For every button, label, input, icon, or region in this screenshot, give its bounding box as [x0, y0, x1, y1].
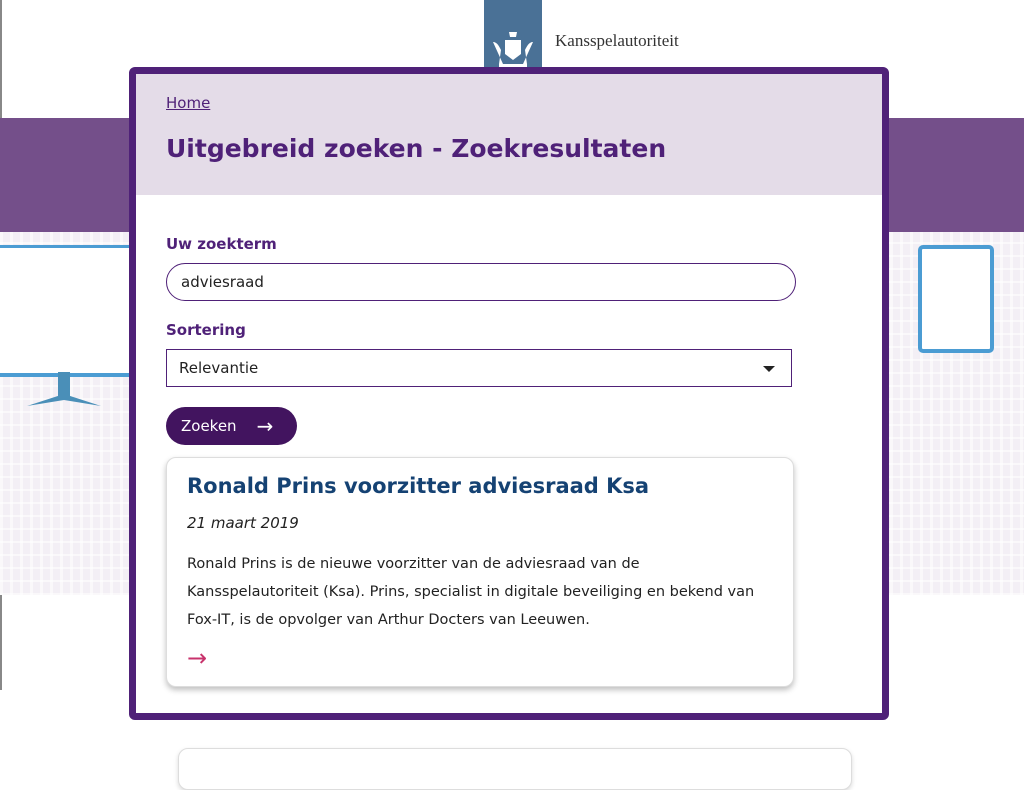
panel-header	[136, 74, 882, 195]
result-description: Ronald Prins is de nieuwe voorzitter van de adviesraad van de Kansspelautoriteit (Ksa). Prins, specialist in digitale beveiliging en bekend van Fox-IT, is de opvolger van Arthur Docters van Leeuwen.	[187, 556, 755, 628]
result-card[interactable]	[178, 748, 852, 790]
search-label: Uw zoekterm	[166, 235, 277, 253]
result-date: 21 maart 2019	[187, 514, 299, 532]
breadcrumb-home[interactable]: Home	[166, 94, 211, 112]
page-title: Uitgebreid zoeken - Zoekresultaten	[166, 134, 667, 163]
chevron-down-icon	[763, 366, 775, 372]
arrow-right-icon[interactable]: →	[187, 644, 208, 672]
coat-of-arms-icon	[489, 28, 537, 68]
result-card[interactable]	[166, 457, 794, 687]
search-input[interactable]: adviesraad	[166, 263, 796, 301]
search-button-label: Zoeken	[181, 417, 237, 435]
arrow-right-icon: →	[256, 414, 274, 438]
sort-label: Sortering	[166, 321, 246, 339]
search-button[interactable]	[166, 407, 297, 445]
sort-value: Relevantie	[179, 359, 259, 377]
result-title[interactable]: Ronald Prins voorzitter adviesraad Ksa	[187, 474, 650, 498]
sort-select[interactable]	[166, 349, 792, 387]
brand-name: Kansspelautoriteit	[555, 31, 679, 50]
tablet-illustration	[918, 245, 994, 353]
monitor-stand-icon	[25, 372, 105, 408]
search-panel	[129, 67, 889, 720]
logo[interactable]	[484, 0, 542, 75]
monitor-illustration	[0, 245, 135, 377]
